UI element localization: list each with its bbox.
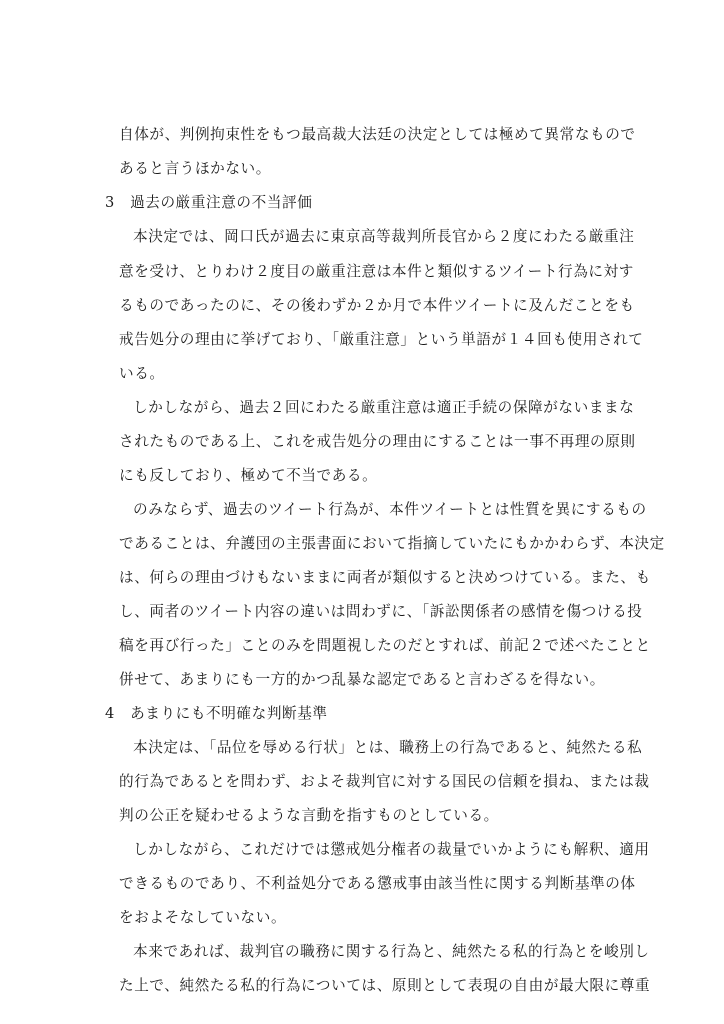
text-line: し、両者のツイート内容の違いは問わずに、「訴訟関係者の感情を傷つける投 [119, 603, 643, 620]
text-line: 本来であれば、裁判官の職務に関する行為と、純然たる私的行為とを峻別し [133, 943, 650, 960]
text-line: 稿を再び行った」ことのみを問題視したのだとすれば、前記２で述べたことと [119, 637, 651, 654]
text-line: あると言うほかない。 [119, 160, 271, 177]
text-line: のみならず、過去のツイート行為が、本件ツイートとは性質を異にするもの [133, 501, 647, 518]
text-line: は、何らの理由づけもないままに両者が類似すると決めつけている。また、も [119, 569, 651, 586]
text-line: 意を受け、とりわけ２度目の厳重注意は本件と類似するツイート行為に対す [119, 263, 634, 280]
text-line: 的行為であるとを問わず、およそ裁判官に対する国民の信頼を損ね、または裁 [119, 773, 650, 790]
section-heading-3: 3 過去の厳重注意の不当評価 [105, 194, 313, 211]
text-line: にも反しており、極めて不当である。 [119, 467, 378, 484]
text-line: るものであったのに、その後わずか２か月で本件ツイートに及んだことをも [119, 297, 635, 314]
text-line: 判の公正を疑わせるような言動を指すものとしている。 [119, 807, 499, 824]
text-line: できるものであり、不利益処分である懲戒事由該当性に関する判断基準の体 [119, 875, 636, 892]
section-heading-4: 4 あまりにも不明確な判断基準 [105, 705, 328, 722]
text-line: いる。 [119, 365, 165, 382]
text-line: 戒告処分の理由に挙げており、「厳重注意」という単語が１４回も使用されて [119, 331, 644, 348]
text-line: 本決定では、岡口氏が過去に東京高等裁判所長官から２度にわたる厳重注 [133, 228, 635, 245]
text-line: されたものである上、これを戒告処分の理由にすることは一事不再理の原則 [119, 433, 636, 450]
text-line: た上で、純然たる私的行為については、原則として表現の自由が最大限に尊重 [119, 977, 651, 994]
text-line: 本決定は、「品位を辱める行状」とは、職務上の行為であると、純然たる私 [133, 739, 643, 756]
text-line: 自体が、判例拘束性をもつ最高裁大法廷の決定としては極めて異常なもので [119, 126, 636, 143]
text-line: しかしながら、過去２回にわたる厳重注意は適正手続の保障がないままな [133, 399, 635, 416]
text-line: をおよそなしていない。 [119, 909, 287, 926]
text-line: しかしながら、これだけでは懲戒処分権者の裁量でいかようにも解釈、適用 [133, 841, 650, 858]
text-line: であることは、弁護団の主張書面において指摘していたにもかかわらず、本決定 [119, 535, 665, 552]
text-line: 併せて、あまりにも一方的かつ乱暴な認定であると言わざるを得ない。 [119, 671, 605, 688]
